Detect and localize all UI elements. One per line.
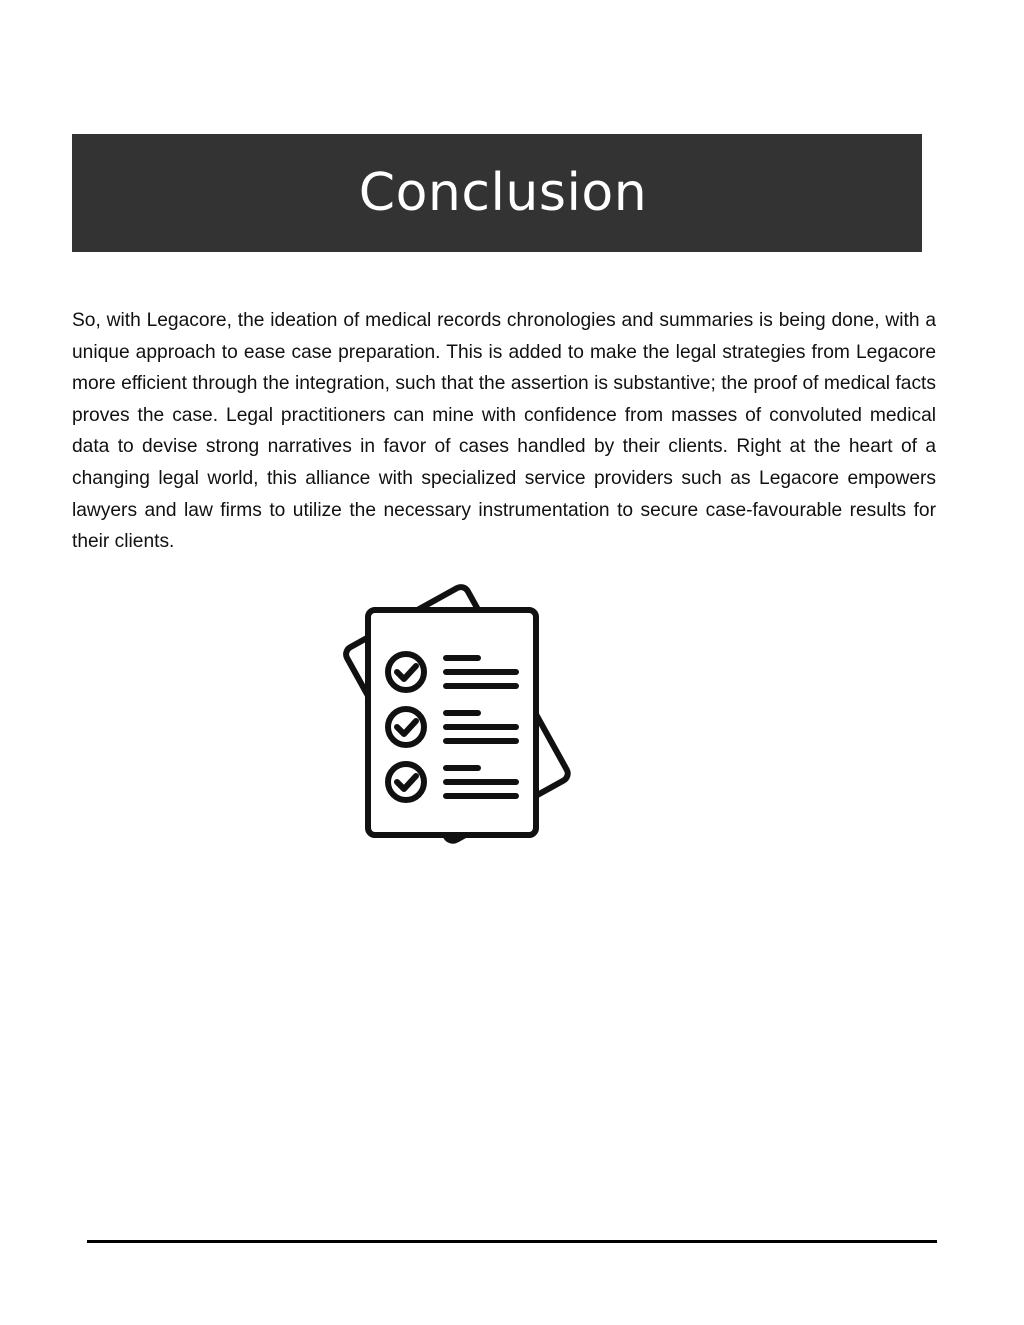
title-banner xyxy=(72,134,922,252)
body-paragraph: So, with Legacore, the ideation of medical records chronologies and summaries is being done, with a unique approach to ease case preparation. This is added to make the legal strategies from Legacore more efficient through the integration, such that the assertion is substantive; the proof of medical facts proves the case. Legal practitioners can mine with confidence from masses of convoluted medical data to devise strong narratives in favor of cases handled by their clients. Right at the heart of a changing legal world, this alliance with specialized service providers such as Legacore empowers lawyers and law firms to utilize the necessary instrumentation to secure case-favourable results for their clients. xyxy=(72,310,936,553)
footer-divider xyxy=(87,1240,937,1243)
checklist-document-icon xyxy=(320,580,590,870)
front-sheet xyxy=(368,610,536,835)
page-title: Conclusion xyxy=(358,163,648,223)
